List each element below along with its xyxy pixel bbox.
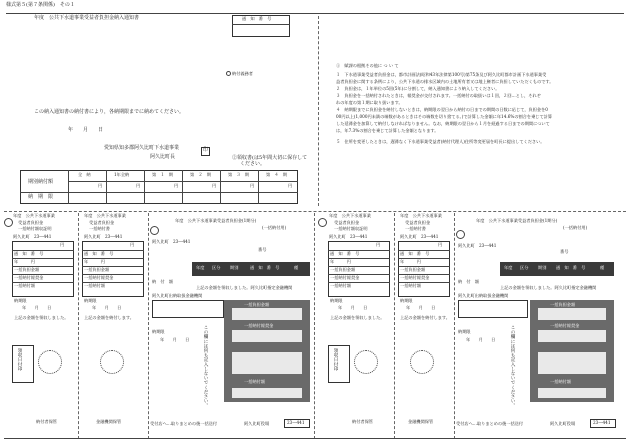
slip-a-keep: 納付者保管 xyxy=(36,419,57,424)
slip-d-sub1: 受益者負担金 xyxy=(334,220,360,225)
note-line-7: 00円以上(1,000円未満の端数があるときはその端数を切り捨てる。)で計算した金額に年14.6%の割合を乗じて計算 xyxy=(336,114,553,119)
slip-e-stamp-circle-icon xyxy=(410,350,434,374)
slip-b-yen: 円 xyxy=(130,242,135,247)
slip-c-vertical-note: この欄には何も記入しないでください。 xyxy=(203,325,209,408)
slip-b-item-1: 年 円 xyxy=(84,259,105,264)
slip-e-date: 年 月 日 xyxy=(406,305,436,310)
slip-f-hdr-category: 区分 xyxy=(520,265,529,270)
notice-instruction: この納入通知書の納付書により，各納期限までに納めてください。 xyxy=(34,109,185,115)
slip-a-yen: 円 xyxy=(60,242,65,247)
center-fold-line xyxy=(314,213,315,439)
slip-e-item-4: 一括納付額 xyxy=(400,283,421,288)
schedule-row-amount-label: 期別納付額 xyxy=(28,179,54,185)
slip-c-number-label: 番号 xyxy=(258,247,267,252)
slip-a-date: 年 月 日 xyxy=(22,305,52,310)
yen-5: 円 xyxy=(250,183,255,188)
slip-b-keep: 金融機関保管 xyxy=(96,419,122,424)
slip-a-town-number: 阿久比町 23―441 xyxy=(13,234,52,239)
note-line-9: は，年7.3%の割合を乗じて計算した金額となります。 xyxy=(336,128,439,133)
top-rule xyxy=(6,13,624,14)
slip-c-field-4 xyxy=(232,388,302,398)
slip-f-hdr-year: 年度 xyxy=(504,265,513,270)
slip-e-due-label: 納期限 xyxy=(400,298,413,303)
slip-f-footer-dest: 阿久比町役場 xyxy=(550,421,576,426)
slip-d-e-divider xyxy=(394,213,395,439)
slip-f-date: 年 月 日 xyxy=(466,337,496,342)
notice-number-divider xyxy=(232,24,290,25)
form-number: 様式第５(第７条関係) その１ xyxy=(6,2,75,8)
slip-c-title2: (一括納付用) xyxy=(262,225,287,230)
slip-e-item-1: 年 円 xyxy=(400,259,421,264)
slip-a-item-4: 一括納付額 xyxy=(14,283,35,288)
slip-c-hdr-year: 年度 xyxy=(196,265,205,270)
slip-b-item-4: 一括納付額 xyxy=(84,283,105,288)
slip-c-field-2 xyxy=(232,330,302,342)
slip-c-hdr-type: 種 xyxy=(294,265,299,270)
slip-a-b-divider xyxy=(78,213,79,439)
slip-a-receipt-text: 上記の金額を領収しました。 xyxy=(14,315,69,320)
slip-c-circle-icon xyxy=(150,226,159,235)
slip-d-title: 年度 公共下水道事業 xyxy=(329,213,371,218)
slip-f-title2: (一括納付用) xyxy=(563,225,588,230)
slip-c-period-label: 納期限 xyxy=(152,329,165,334)
slip-e-yen: 円 xyxy=(438,242,443,247)
slip-f-hdr-type: 種 xyxy=(600,265,605,270)
top-center-fold-line xyxy=(318,16,319,206)
slip-a-sub2: 一括納付額収証明 xyxy=(18,226,52,231)
note-line-2: 益者負担金に関する条例により，公共下水道の排水区域内の土地所有者又は地上権者に負担していただくものです。 xyxy=(336,79,554,84)
slip-e-sub2: 一括納付書 xyxy=(405,226,426,231)
yen-4: 円 xyxy=(212,183,217,188)
slip-f-field-4 xyxy=(538,388,606,398)
slip-a-stamp-box xyxy=(12,345,34,383)
issuer-line2: 阿久比町長 xyxy=(150,154,176,160)
slip-b-c-divider xyxy=(148,213,149,439)
slip-c-hdr-notice: 通 知 番 号 xyxy=(250,265,280,270)
slip-f-field-1 xyxy=(538,308,606,320)
payer-address-mark-icon xyxy=(226,71,231,76)
yen-1: 円 xyxy=(98,183,103,188)
slip-a-circle-icon xyxy=(4,218,13,227)
slip-f-circle-icon xyxy=(456,230,465,239)
slip-f-received-text: 上記の金額を領収しました。阿久比町指定金融機関 xyxy=(500,285,597,290)
slip-c-hdr-period: 期別 xyxy=(230,265,239,270)
slip-f-town-number: 阿久比町 23―441 xyxy=(458,243,497,248)
note-line-6: ４ 納期限までに負担金を納付しないときは，納期限の翌日から納付の日までの期間の日数に応じて，負担金を0 xyxy=(336,107,548,112)
slip-f-grey-label-1: 一括納付報奨金 xyxy=(550,323,580,328)
slip-f-period-label: 納期限 xyxy=(458,329,471,334)
slip-d-item-1: 年 円 xyxy=(330,259,351,264)
slip-d-item-2: 一括負担金額 xyxy=(330,267,356,272)
slip-e-keep: 金融機関保管 xyxy=(408,419,434,424)
slip-e-title: 年度 公共下水道事業 xyxy=(400,213,442,218)
slip-b-title: 年度 公共下水道事業 xyxy=(84,213,126,218)
slip-b-date: 年 月 日 xyxy=(92,305,122,310)
note-line-3: ２ 負担金は，１年単位の5回(5年)に分割して，納入通知書により納入してください。 xyxy=(336,86,500,91)
slip-c-amount-label: 納 付 額 xyxy=(152,279,173,284)
slip-a-teller-label: 領収日付印 xyxy=(17,348,23,371)
slip-f-footer-note: 受付店へ…取りまとめの後一括送付 xyxy=(456,421,524,426)
slip-f-amount-label: 納 付 額 xyxy=(458,279,479,284)
col-period-4: 第 ４ 期 xyxy=(266,172,287,177)
slip-c-bank-box xyxy=(152,300,224,318)
slip-d-yen: 円 xyxy=(376,242,381,247)
slip-b-item-0: 通 知 番 号 xyxy=(84,251,114,256)
yen-3: 円 xyxy=(174,183,179,188)
slip-c-grey-label-1: 一括納付報奨金 xyxy=(244,323,274,328)
slip-a-due-label: 納期限 xyxy=(14,298,27,303)
slip-f-hdr-notice: 通 知 番 号 xyxy=(556,265,586,270)
slip-a-item-0: 通 知 番 号 xyxy=(14,251,44,256)
slip-f-vertical-note: この欄には何も記入しないでください。 xyxy=(510,325,516,408)
slip-c-field-3 xyxy=(232,352,302,374)
payer-address-label: 納付義務者 xyxy=(232,71,253,76)
slip-f-title: 年度 公共下水道事業受益者負担金(1期分) xyxy=(476,218,558,223)
perforation-line xyxy=(4,211,626,212)
slip-a-sub1: 受益者負担金 xyxy=(18,220,44,225)
slip-e-item-3: 一括納付報奨金 xyxy=(400,275,430,280)
slip-d-due-label: 納期限 xyxy=(330,298,343,303)
slip-a-item-1: 年 円 xyxy=(14,259,35,264)
slip-d-stamp-box xyxy=(328,345,350,383)
slip-e-item-0: 通 知 番 号 xyxy=(400,251,430,256)
slip-c-field-1 xyxy=(232,308,302,320)
slip-b-item-3: 一括納付報奨金 xyxy=(84,275,114,280)
slip-f-grey-label-0: 一括負担金額 xyxy=(550,302,576,307)
note-line-8: した延滞金を加算して納付しなければなりません。なお，納期限の翌日から１月を経過する日までの期間について xyxy=(336,121,550,126)
slip-b-item-2: 一括負担金額 xyxy=(84,267,110,272)
slip-c-footer-dest: 阿久比町役場 xyxy=(244,421,270,426)
slip-d-item-3: 一括納付報奨金 xyxy=(330,275,360,280)
slip-e-receipt-text: 上記の金額を納付します。 xyxy=(400,315,450,320)
col-period-2: 第 ２ 期 xyxy=(190,172,211,177)
slip-e-sub1: 受益者負担金 xyxy=(405,220,431,225)
slip-d-item-4: 一括納付額 xyxy=(330,283,351,288)
slip-e-item-2: 一括負担金額 xyxy=(400,267,426,272)
slip-c-title: 年度 公共下水道事業受益者負担金(1期分) xyxy=(175,218,257,223)
slip-d-stamp-circle-icon xyxy=(354,350,378,374)
slip-f-footer-num: 23―441 xyxy=(593,420,611,425)
seal-label: 印 xyxy=(203,147,209,153)
col-one-year: 1年全納 xyxy=(114,172,130,177)
slip-c-date: 年 月 日 xyxy=(160,337,190,342)
slip-a-item-3: 一括納付報奨金 xyxy=(14,275,44,280)
slip-b-receipt-text: 上記の金額を納付します。 xyxy=(84,315,134,320)
slip-c-footer-note: 受付店へ…取りまとめの後一括送付 xyxy=(150,421,218,426)
slip-c-town-number: 阿久比町 23―441 xyxy=(152,239,191,244)
slip-b-sub1: 受益者負担金 xyxy=(89,220,115,225)
slip-a-title: 年度 公共下水道事業 xyxy=(13,213,55,218)
schedule-row-due-label: 納 期 限 xyxy=(28,194,54,200)
yen-2: 円 xyxy=(136,183,141,188)
note-line-10: ５ 住所を変更したときは，遅滞なく下水道事業受益者(納付代理人)住所等変更届を町長に提出してください。 xyxy=(336,139,545,144)
slip-f-grey-label-2: 一括納付額 xyxy=(550,379,571,384)
slip-d-receipt-text: 上記の金額を領収しました。 xyxy=(330,315,385,320)
yen-6: 円 xyxy=(288,183,293,188)
note-line-1: １ 下水道事業受益者負担金は，都市計画法(昭和43年法律第100号)第75条及び阿久比町都市計画下水道事業受 xyxy=(336,72,547,77)
notice-date: 年 月 日 xyxy=(68,127,104,133)
notes-heading: ① 賦課の根拠その他に つ い て xyxy=(336,63,399,68)
col-full-payment: 全 納 xyxy=(78,172,91,177)
notice-number-label: 通 知 番 号 xyxy=(242,16,272,21)
slip-b-due-label: 納期限 xyxy=(84,298,97,303)
slip-b-stamp-circle-icon xyxy=(100,350,124,374)
slip-c-received-text: 上記の金額を領収しました。阿久比町指定金融機関 xyxy=(196,285,293,290)
slip-c-grey-label-0: 一括負担金額 xyxy=(244,302,270,307)
slip-f-bank-box xyxy=(458,300,528,318)
slip-d-item-0: 通 知 番 号 xyxy=(330,251,360,256)
notice-title: 年度 公共下水道事業受益者負担金納入通知書 xyxy=(34,15,140,21)
slip-c-grey-label-2: 一括納付額 xyxy=(244,379,265,384)
slip-a-stamp-circle-icon xyxy=(38,350,62,374)
issuer-line1: 愛知県知多郡阿久比町下水道事業 xyxy=(104,145,180,151)
slip-e-town-number: 阿久比町 23―441 xyxy=(400,234,439,239)
col-period-1: 第 １ 期 xyxy=(152,172,173,177)
slip-c-footer-num: 23―441 xyxy=(287,420,305,425)
slip-f-number-label: 番号 xyxy=(560,249,569,254)
slip-b-town-number: 阿久比町 23―441 xyxy=(84,234,123,239)
slip-f-field-3 xyxy=(538,352,606,374)
slip-c-bank-collection: 阿久比町出納取扱金融機関 xyxy=(152,293,203,298)
slip-d-sub2: 一括納付額収証明 xyxy=(334,226,368,231)
col-period-3: 第 ３ 期 xyxy=(228,172,249,177)
note-line-5: れの年度の第１期に取り扱います。 xyxy=(336,100,403,105)
slip-a-item-2: 一括負担金額 xyxy=(14,267,40,272)
note-line-4: ３ 負担金を一括納付されたときは，報奨金が交付されます。一括納付の取扱いは１回，２回…とし，それぞ xyxy=(336,93,541,98)
slip-c-hdr-category: 区分 xyxy=(212,265,221,270)
slip-d-town-number: 阿久比町 23―441 xyxy=(329,234,368,239)
slip-d-date: 年 月 日 xyxy=(338,305,368,310)
slip-b-sub2: 一括納付書 xyxy=(89,226,110,231)
slip-e-f-divider xyxy=(454,213,455,439)
slip-d-circle-icon xyxy=(318,218,327,227)
slip-f-bank-collection: 阿久比町出納取扱金融機関 xyxy=(458,293,509,298)
bottom-rule xyxy=(4,438,626,439)
retention-note: ②領収書(は5年間大切に保存して xyxy=(232,155,308,161)
retention-note-2: ください。 xyxy=(240,161,266,167)
slip-f-field-2 xyxy=(538,330,606,342)
slip-d-teller-label: 領収日付印 xyxy=(333,348,339,371)
slip-d-keep: 納付者保管 xyxy=(352,419,373,424)
slip-f-hdr-period: 期別 xyxy=(538,265,547,270)
